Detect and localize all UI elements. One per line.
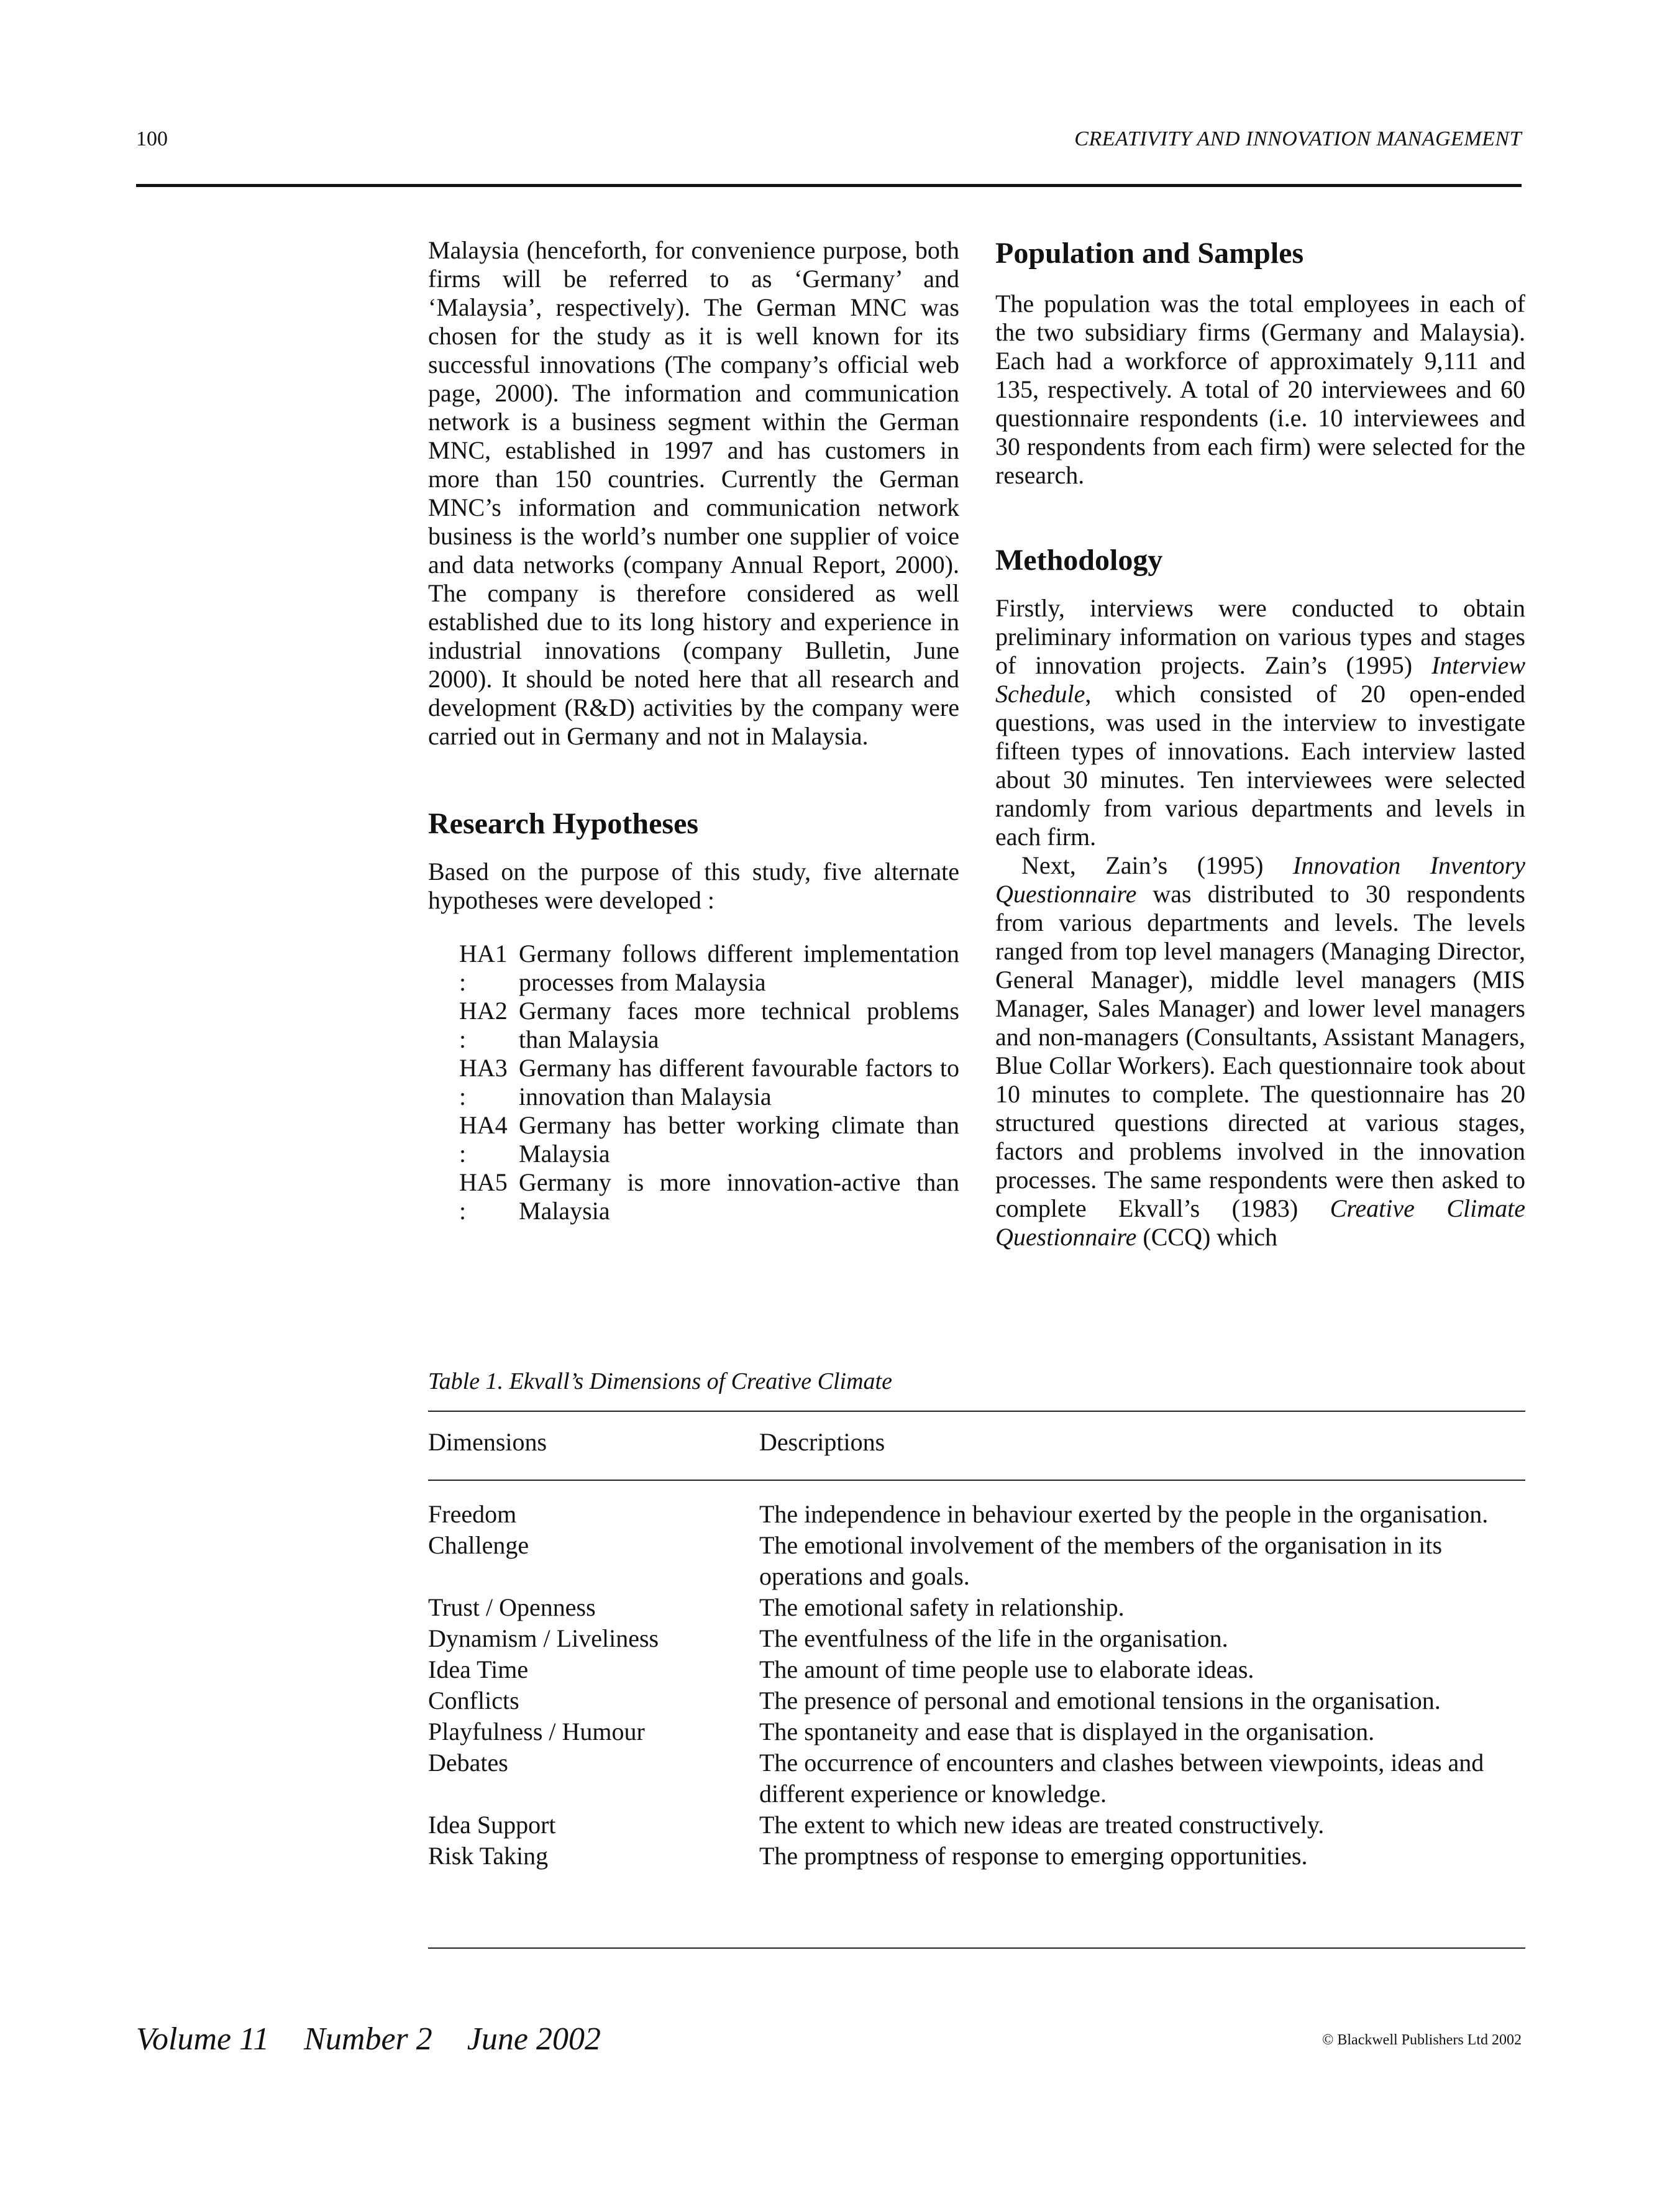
table-row [428,1716,1525,1747]
methodology-paragraph-2: Next, Zain’s (1995) Innovation Inventory Questionnaire was distributed to 30 respondents from various departments and levels. The levels ranged from top level managers (Managing Director, General Manager), middle level managers (MIS Manager, Sales Manager) and lower level managers and non-managers (Consultants, Assistant Managers, Blue Collar Workers). Each questionnaire took about 10 minutes to complete. The questionnaire has 20 structured questions directed at various stages, factors and problems involved in the innovation processes. The same respondents were then asked to complete Ekvall’s (1983) Creative Climate Questionnaire (CCQ) which [995,851,1525,1251]
hypothesis-id: HA2 : [459,997,508,1053]
description-cell: The eventfulness of the life in the organisation. [759,1624,1228,1652]
dimension-cell: Idea Time [428,1655,529,1683]
table-top-rule [428,1411,1525,1412]
footer-copyright: © Blackwell Publishers Ltd 2002 [1322,2032,1522,2048]
description-cell: The presence of personal and emotional tensions in the organisation. [759,1686,1441,1714]
dimension-cell: Trust / Openness [428,1593,596,1621]
dimension-cell: Conflicts [428,1686,519,1714]
methodology-paragraph-1: Firstly, interviews were conducted to obtain preliminary information on various types and stages of innovation projects. Zain’s (1995) Interview Schedule, which consisted of 20 open-ended questions, was used in the interview to investigate fifteen types of innovations. Each interview lasted about 30 minutes. Ten interviewees were selected randomly from various departments and levels in each firm. [995,594,1525,851]
left-column [428,236,959,1225]
methodology-heading: Methodology [995,544,1163,577]
table-row [428,1592,1525,1623]
population-heading: Population and Samples [995,237,1304,270]
dimension-cell: Playfulness / Humour [428,1718,645,1746]
intro-paragraph: Malaysia (henceforth, for convenience purpose, both firms will be referred to as ‘Germany’ and ‘Malaysia’, respectively). The German MNC was chosen for the study as it is well known for its successful innovations (The company’s official web page, 2000). The information and communication network is a business segment within the German MNC, established in 1997 and has customers in more than 150 countries. Currently the German MNC’s information and communication network business is the world’s number one supplier of voice and data networks (company Annual Report, 2000). The company is therefore considered as well established due to its long history and experience in industrial innovations (company Bulletin, June 2000). It should be noted here that all research and development (R&D) activities by the company were carried out in Germany and not in Malaysia. [428,236,959,750]
hypothesis-id: HA4 : [459,1111,508,1168]
hypothesis-item [428,1111,959,1168]
hypotheses-heading: Research Hypotheses [428,807,699,840]
hypothesis-item [428,997,959,1054]
table-header-rule [428,1480,1525,1481]
table-bottom-rule [428,1947,1525,1949]
table-row [428,1654,1525,1685]
footer-date: June 2002 [467,2021,601,2057]
table-row [428,1499,1525,1530]
hypothesis-text: Germany has different favourable factors to innovation than Malaysia [519,1054,959,1110]
description-cell: The occurrence of encounters and clashes between viewpoints, ideas and different experience or knowledge. [759,1749,1484,1808]
table-row [428,1530,1525,1592]
hypothesis-item [428,1168,959,1225]
description-cell: The emotional involvement of the members of the organisation in its operations and goals. [759,1531,1443,1590]
hypothesis-text: Germany follows different implementation processes from Malaysia [519,940,959,996]
column-header-dimensions: Dimensions [428,1428,547,1456]
description-cell: The promptness of response to emerging opportunities. [759,1842,1308,1870]
description-cell: The independence in behaviour exerted by the people in the organisation. [759,1500,1489,1528]
footer-number: Number 2 [304,2021,432,2057]
footer-volume: Volume 11 [136,2021,270,2057]
hypothesis-text: Germany has better working climate than Malaysia [519,1111,959,1168]
description-cell: The spontaneity and ease that is displayed in the organisation. [759,1718,1375,1746]
hypothesis-id: HA1 : [459,940,508,996]
column-header-descriptions: Descriptions [759,1428,885,1456]
dimension-cell: Freedom [428,1500,517,1528]
hypothesis-text: Germany is more innovation-active than Malaysia [519,1168,959,1225]
dimension-cell: Dynamism / Liveliness [428,1624,659,1652]
table-caption: Table 1. Ekvall’s Dimensions of Creative Climate [428,1368,892,1394]
description-cell: The amount of time people use to elaborate ideas. [759,1655,1254,1683]
hypotheses-intro: Based on the purpose of this study, five alternate hypotheses were developed : [428,858,959,914]
hypothesis-id: HA5 : [459,1168,508,1225]
population-paragraph: The population was the total employees in each of the two subsidiary firms (Germany and Malaysia). Each had a workforce of approximately 9,111 and 135, respectively. A total of 20 interviewees and 60 questionnaire respondents (i.e. 10 interviewees and 30 respondents from each firm) were selected for the research. [995,290,1525,489]
page-number: 100 [136,127,168,150]
right-column [995,236,1525,1252]
table-row [428,1841,1525,1872]
table-row [428,1810,1525,1841]
dimension-cell: Challenge [428,1531,529,1559]
hypothesis-id: HA3 : [459,1054,508,1110]
header-rule [136,184,1522,187]
dimension-cell: Debates [428,1749,508,1777]
table-header-row [428,1427,1525,1458]
dimension-cell: Risk Taking [428,1842,549,1870]
footer-issue [136,2021,636,2058]
description-cell: The extent to which new ideas are treated constructively. [759,1811,1325,1839]
dimension-cell: Idea Support [428,1811,556,1839]
table-row [428,1685,1525,1716]
table-row [428,1623,1525,1654]
hypothesis-item [428,1054,959,1111]
table-body [428,1499,1525,1872]
hypothesis-item [428,940,959,997]
hypothesis-text: Germany faces more technical problems than Malaysia [519,997,959,1053]
running-title: CREATIVITY AND INNOVATION MANAGEMENT [1074,127,1522,150]
table-row [428,1747,1525,1810]
hypotheses-list [428,940,959,1225]
description-cell: The emotional safety in relationship. [759,1593,1125,1621]
